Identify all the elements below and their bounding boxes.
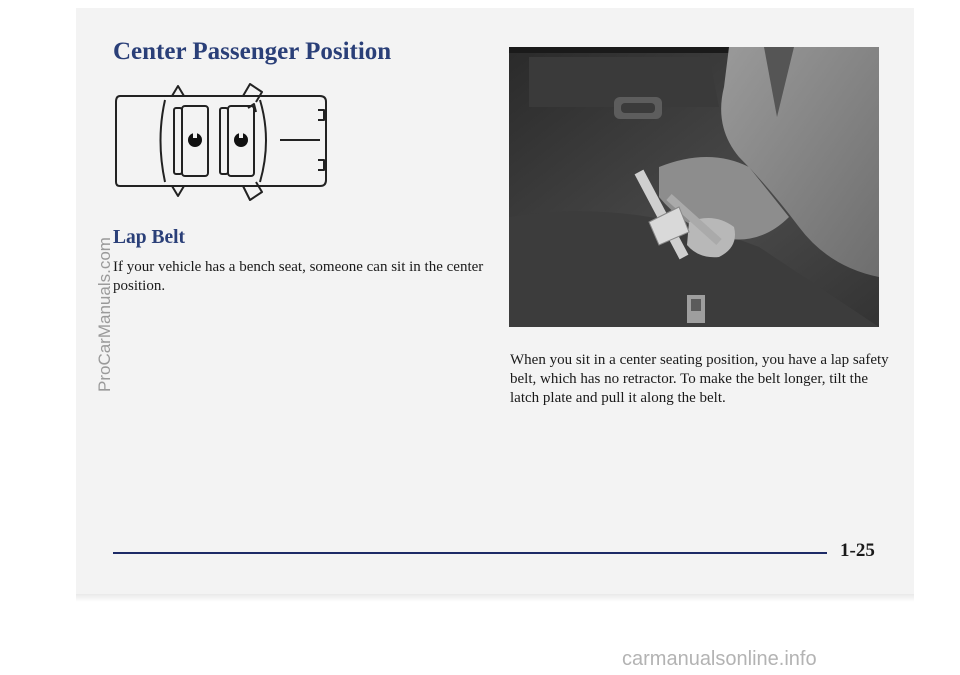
car-top-view-center-seat-icon: [110, 82, 340, 208]
page-number: 1-25: [840, 540, 875, 561]
watermark-bottom: carmanualsonline.info: [622, 648, 817, 670]
car-diagram-svg: [110, 82, 340, 208]
photo-caption: When you sit in a center seating position, you have a lap safety belt, which has no retractor. To make the belt longer, tilt the latch plate and pull it along the belt.: [510, 352, 889, 406]
section-heading: Lap Belt: [113, 227, 186, 248]
watermark-left: ProCarManuals.com: [95, 237, 114, 392]
footer-rule: [113, 552, 827, 554]
lap-belt-photo: [509, 47, 879, 327]
page-title: Center Passenger Position: [113, 38, 392, 65]
photo-illustration-svg: [509, 47, 879, 327]
section-body-text: If your vehicle has a bench seat, someone can sit in the center position.: [113, 259, 484, 294]
page-edge-shadow: [76, 594, 914, 602]
